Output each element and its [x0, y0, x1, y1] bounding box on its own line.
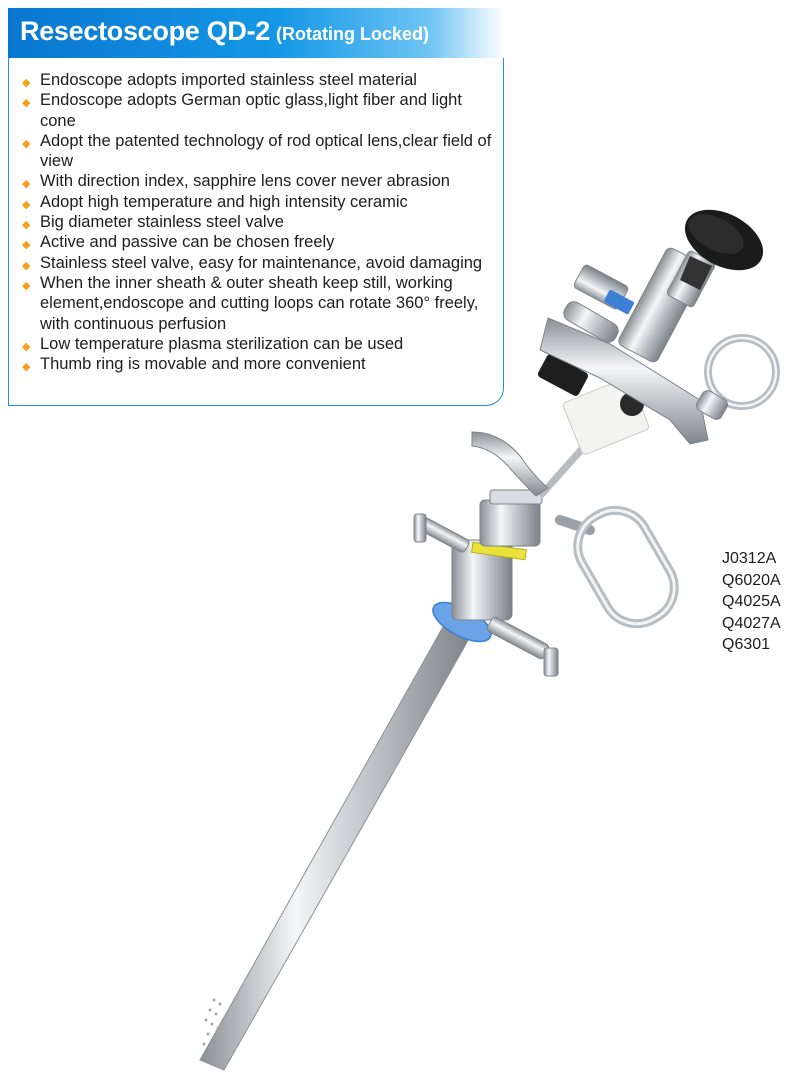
model-code: Q6020A — [722, 571, 781, 589]
diamond-bullet-icon: ◆ — [22, 361, 31, 374]
model-code: Q6301 — [722, 636, 771, 653]
model-code: Q4025A — [722, 593, 781, 610]
list-item: ◆ Stainless steel valve, easy for maintenance, avoid damaging — [20, 253, 500, 273]
diamond-bullet-icon: ◆ — [22, 77, 31, 89]
diamond-bullet-icon: ◆ — [22, 97, 31, 110]
thumb-ring — [560, 498, 687, 636]
list-item: ◆ Active and passive can be chosen freely — [20, 232, 500, 252]
sheath-valve-body — [452, 490, 542, 620]
list-item: ◆ Big diameter stainless steel valve — [20, 212, 500, 232]
list-item: ◆ Adopt high temperature and high intensity ceramic — [20, 192, 500, 212]
outer-sheath — [200, 618, 474, 1070]
diamond-bullet-icon: ◆ — [22, 259, 31, 272]
left-stopcock — [414, 514, 470, 553]
upper-ring — [694, 338, 776, 422]
model-code: Q4027A — [722, 614, 781, 632]
list-item: ◆ With direction index, sapphire lens cover never abrasion — [20, 171, 500, 191]
list-item: ◆ Endoscope adopts German optic glass,light fiber and light cone — [22, 91, 462, 130]
diamond-bullet-icon: ◆ — [22, 178, 31, 191]
finger-grip — [472, 432, 548, 496]
diamond-bullet-icon: ◆ — [22, 137, 31, 150]
right-stopcock — [486, 616, 558, 676]
product-subtitle: (Rotating Locked) — [276, 24, 429, 44]
diamond-bullet-icon: ◆ — [22, 340, 31, 353]
list-item: ◆ Thumb ring is movable and more convenient — [20, 354, 500, 374]
eyepiece — [675, 197, 774, 290]
diamond-bullet-icon: ◆ — [22, 219, 31, 232]
list-item: ◆ Adopt the patented technology of rod optical lens,clear field of view — [22, 131, 492, 171]
list-item: ◆ Endoscope adopts imported stainless steel material — [20, 70, 500, 90]
diamond-bullet-icon: ◆ — [22, 198, 31, 211]
list-item: ◆ When the inner sheath & outer sheath keep still, working element,endoscope and cutting loops can rotate 360° freely, with continuous perfusion — [22, 273, 479, 333]
diamond-bullet-icon: ◆ — [22, 279, 31, 292]
product-name: Resectoscope QD-2 — [20, 16, 270, 46]
list-item: ◆ Low temperature plasma sterilization can be used — [20, 334, 500, 354]
model-code: J0312A — [722, 550, 777, 567]
diamond-bullet-icon: ◆ — [22, 239, 31, 252]
